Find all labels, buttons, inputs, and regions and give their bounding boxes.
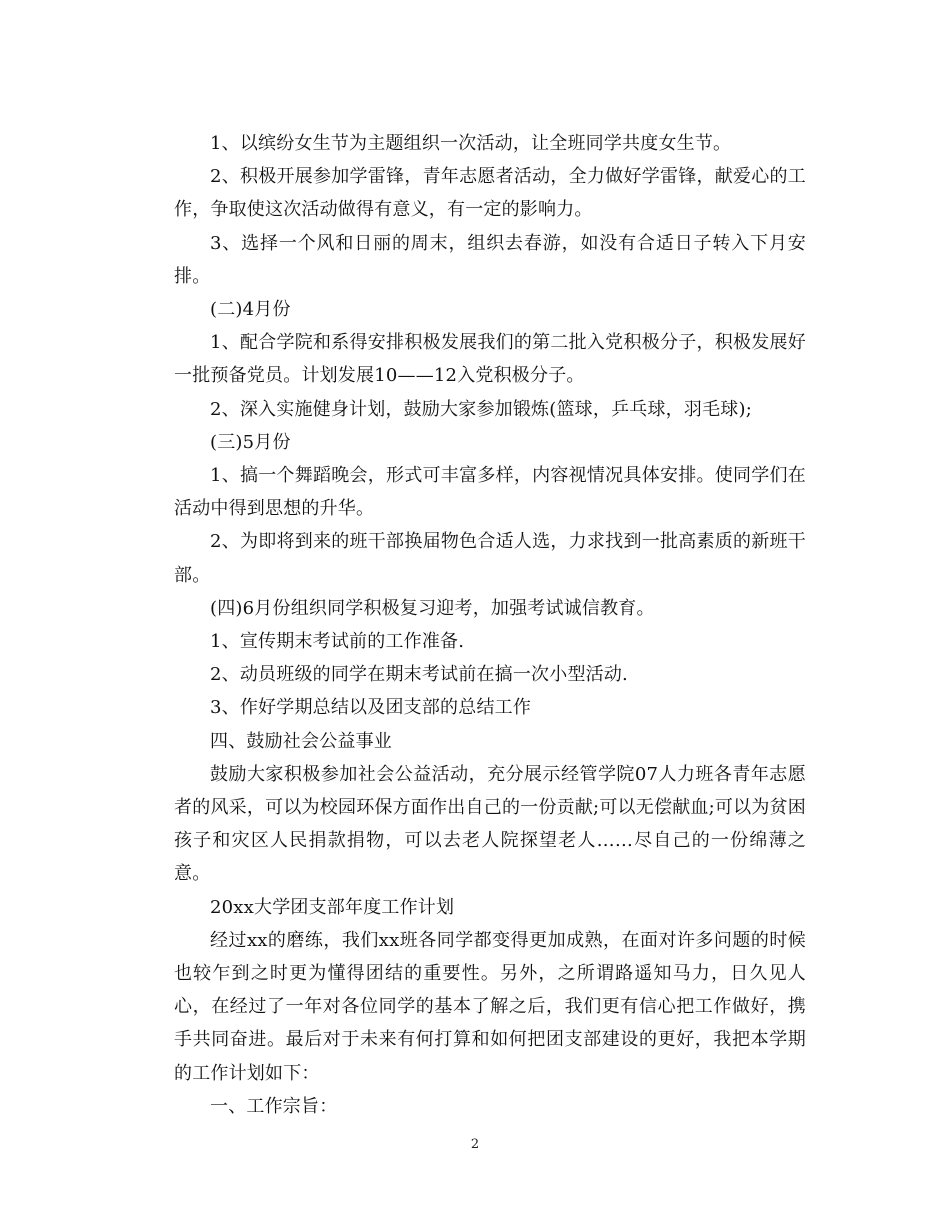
paragraph: 经过xx的磨练，我们xx班各同学都变得更加成熟，在面对许多问题的时候也较乍到之时更为懂得团结的重要性。另外，之所谓路遥知马力，日久见人心，在经过了一年对各位同学的基本了解之后，我们更有信心把工作做好，携手共同奋进。最后对于未来有何打算和如何把团支部建设的更好，我把本学期的工作计划如下： — [174, 929, 806, 1084]
paragraph: 2、动员班级的同学在期末考试前在搞一次小型活动. — [210, 664, 628, 686]
document-body — [174, 127, 806, 1123]
paragraph: 1、配合学院和系得安排积极发展我们的第二批入党积极分子，积极发展好一批预备党员。计划发展10——12入党积极分子。 — [174, 332, 806, 387]
paragraph: 3、作好学期总结以及团支部的总结工作 — [210, 697, 532, 719]
paragraph: 3、选择一个风和日丽的周末，组织去春游，如没有合适日子转入下月安排。 — [174, 232, 806, 287]
section-heading: 一、工作宗旨： — [210, 1095, 338, 1117]
paragraph: 1、搞一个舞蹈晚会，形式可丰富多样，内容视情况具体安排。使同学们在活动中得到思想的升华。 — [174, 465, 806, 520]
paragraph: 1、以缤纷女生节为主题组织一次活动，让全班同学共度女生节。 — [210, 133, 732, 154]
page-number: 2 — [470, 1137, 480, 1152]
section-heading: (四)6月份组织同学积极复习迎考，加强考试诚信教育。 — [210, 597, 655, 619]
paragraph: 2、深入实施健身计划，鼓励大家参加锻炼(篮球，乒乓球，羽毛球); — [210, 398, 752, 420]
section-heading: (二)4月份 — [210, 299, 291, 321]
paragraph: 鼓励大家积极参加社会公益活动，充分展示经管学院07人力班各青年志愿者的风采，可以为校园环保方面作出自己的一份贡献;可以无偿献血;可以为贫困孩子和灾区人民捐款捐物，可以去老人院探望老人……尽自己的一份绵薄之意。 — [174, 763, 806, 885]
section-heading: 四、鼓励社会公益事业 — [210, 730, 392, 752]
paragraph: 1、宣传期末考试前的工作准备. — [210, 631, 465, 653]
section-heading: 20xx大学团支部年度工作计划 — [210, 896, 455, 918]
paragraph: 2、为即将到来的班干部换届物色合适人选，力求找到一批高素质的新班干部。 — [174, 531, 806, 586]
paragraph: 2、积极开展参加学雷锋，青年志愿者活动，全力做好学雷锋，献爱心的工作，争取使这次活动做得有意义，有一定的影响力。 — [174, 166, 806, 221]
section-heading: (三)5月份 — [210, 431, 291, 453]
